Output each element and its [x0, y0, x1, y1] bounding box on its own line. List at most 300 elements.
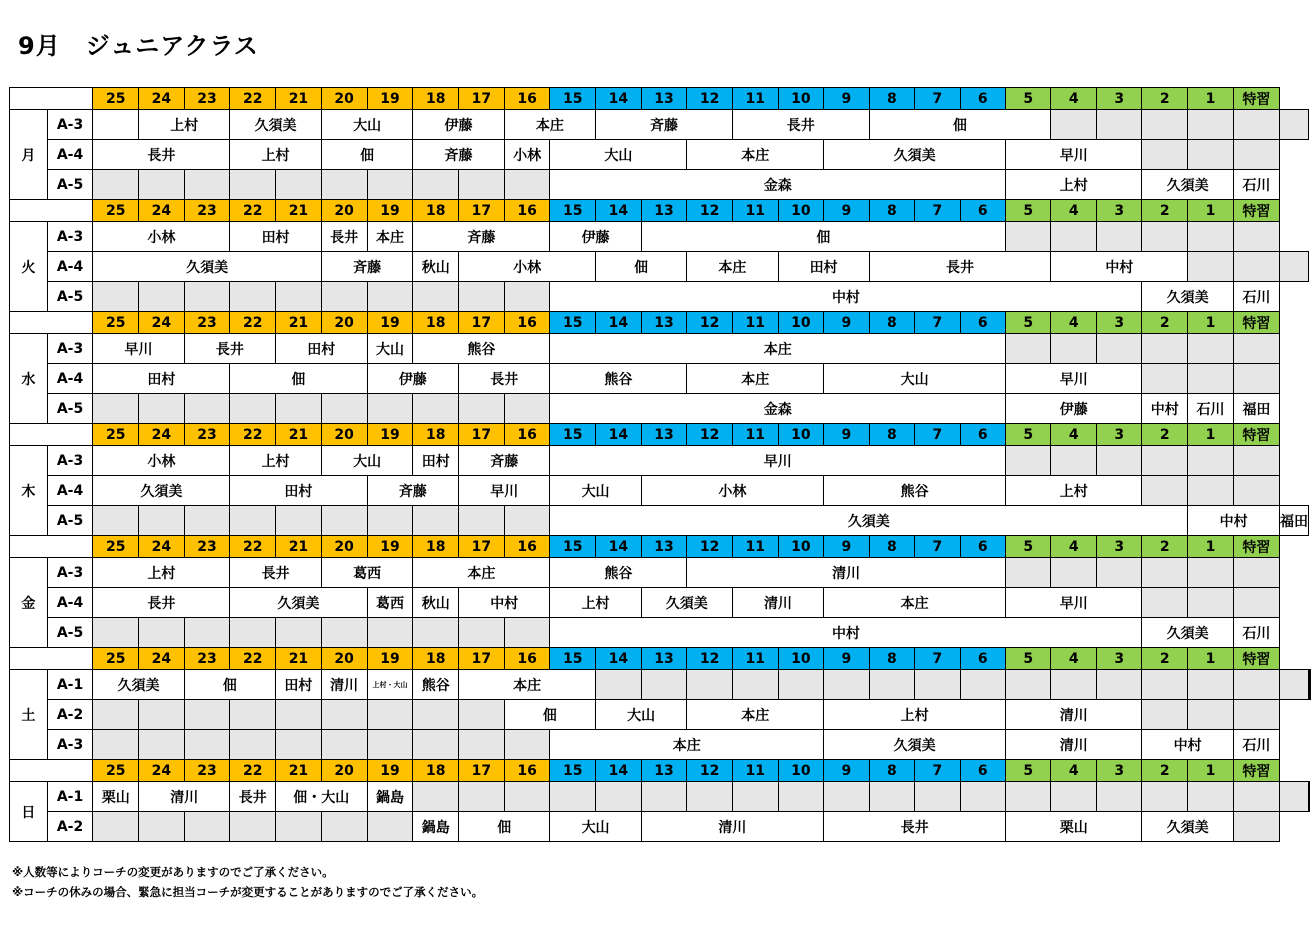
coach-cell: 上村	[139, 110, 230, 140]
class-label: A-3	[47, 558, 93, 588]
empty-cell	[93, 110, 139, 140]
coach-cell: 上村	[1006, 170, 1142, 200]
empty-cell	[824, 670, 869, 700]
header-cell: 18	[413, 312, 459, 334]
header-cell: 19	[367, 536, 413, 558]
empty-cell	[641, 670, 687, 700]
empty-cell	[139, 700, 185, 730]
header-cell: 4	[1051, 648, 1096, 670]
coach-cell: 早川	[459, 476, 550, 506]
empty-cell	[1006, 558, 1051, 588]
empty-cell	[1233, 334, 1279, 364]
table-row	[10, 394, 1311, 424]
header-cell: 特習	[1233, 648, 1279, 670]
empty-cell	[1142, 364, 1188, 394]
coach-cell: 大山	[321, 446, 413, 476]
header-cell: 3	[1096, 424, 1141, 446]
empty-cell	[1188, 222, 1234, 252]
coach-cell: 佃	[184, 670, 275, 700]
coach-cell: 久須美	[93, 476, 230, 506]
header-cell: 7	[915, 536, 960, 558]
header-cell: 13	[641, 536, 687, 558]
header-cell: 14	[596, 760, 642, 782]
empty-cell	[93, 282, 139, 312]
header-cell: 4	[1051, 536, 1096, 558]
empty-cell	[1142, 110, 1188, 140]
header-cell: 21	[276, 536, 322, 558]
header-cell: 2	[1142, 312, 1188, 334]
empty-cell	[321, 170, 367, 200]
coach-cell: 中村	[550, 282, 1142, 312]
coach-cell: 佃	[641, 222, 1005, 252]
header-cell: 7	[915, 648, 960, 670]
day-label: 金	[10, 558, 48, 648]
header-cell: 16	[504, 200, 550, 222]
header-cell: 4	[1051, 760, 1096, 782]
header-cell: 20	[321, 200, 367, 222]
coach-cell: 伊藤	[1006, 394, 1142, 424]
class-label: A-3	[47, 334, 93, 364]
empty-cell	[1188, 700, 1234, 730]
day-label: 木	[10, 446, 48, 536]
header-cell: 20	[321, 312, 367, 334]
coach-cell: 石川	[1233, 282, 1279, 312]
header-row	[10, 760, 1311, 782]
header-cell: 1	[1188, 200, 1234, 222]
header-cell: 24	[139, 88, 185, 110]
class-label: A-1	[47, 670, 93, 700]
coach-cell: 田村	[276, 334, 367, 364]
class-label: A-2	[47, 700, 93, 730]
empty-cell	[915, 670, 960, 700]
coach-cell: 斉藤	[321, 252, 413, 282]
header-cell: 4	[1051, 424, 1096, 446]
empty-cell	[1280, 782, 1309, 812]
coach-cell: 長井	[93, 140, 230, 170]
coach-cell: 金森	[550, 394, 1006, 424]
header-cell: 10	[778, 424, 824, 446]
empty-cell	[367, 506, 413, 536]
empty-cell	[184, 812, 230, 842]
empty-cell	[1188, 782, 1234, 812]
header-cell: 11	[732, 312, 778, 334]
class-label: A-5	[47, 394, 93, 424]
class-label: A-4	[47, 140, 93, 170]
empty-cell	[1233, 670, 1279, 700]
coach-cell: 石川	[1233, 730, 1279, 760]
empty-cell	[1188, 558, 1234, 588]
empty-cell	[596, 782, 642, 812]
header-cell: 9	[824, 88, 869, 110]
header-cell: 7	[915, 312, 960, 334]
empty-cell	[1142, 558, 1188, 588]
header-cell: 12	[687, 424, 733, 446]
header-cell: 24	[139, 648, 185, 670]
header-cell: 2	[1142, 424, 1188, 446]
empty-cell	[1188, 588, 1234, 618]
header-cell: 22	[230, 424, 276, 446]
empty-cell	[1233, 110, 1279, 140]
coach-cell: 小林	[459, 252, 596, 282]
empty-cell	[915, 782, 960, 812]
empty-cell	[1233, 252, 1279, 282]
coach-cell: 栗山	[93, 782, 139, 812]
header-cell: 15	[550, 312, 596, 334]
table-row	[10, 334, 1311, 364]
class-label: A-4	[47, 364, 93, 394]
empty-cell	[1188, 476, 1234, 506]
empty-cell	[139, 730, 185, 760]
coach-cell: 佃	[596, 252, 687, 282]
header-cell: 3	[1096, 760, 1141, 782]
empty-cell	[93, 700, 139, 730]
empty-cell	[1280, 670, 1309, 700]
empty-cell	[1142, 222, 1188, 252]
coach-cell: 鍋島	[413, 812, 459, 842]
coach-cell: 本庄	[824, 588, 1006, 618]
header-blank	[10, 760, 93, 782]
header-cell: 1	[1188, 88, 1234, 110]
header-cell: 8	[869, 648, 914, 670]
table-row	[10, 476, 1311, 506]
coach-cell: 伊藤	[413, 110, 504, 140]
empty-cell	[778, 670, 824, 700]
empty-cell	[139, 170, 185, 200]
empty-cell	[230, 282, 276, 312]
header-cell: 特習	[1233, 536, 1279, 558]
header-cell: 6	[960, 648, 1005, 670]
header-cell: 10	[778, 760, 824, 782]
header-cell: 13	[641, 648, 687, 670]
header-cell: 6	[960, 760, 1005, 782]
header-cell: 16	[504, 536, 550, 558]
header-cell: 21	[276, 312, 322, 334]
coach-cell: 本庄	[367, 222, 413, 252]
empty-cell	[1233, 446, 1279, 476]
empty-cell	[230, 394, 276, 424]
header-cell: 7	[915, 88, 960, 110]
header-cell: 12	[687, 312, 733, 334]
coach-cell: 本庄	[550, 730, 824, 760]
coach-cell: 田村	[230, 222, 321, 252]
coach-cell: 小林	[93, 446, 230, 476]
header-cell: 2	[1142, 200, 1188, 222]
coach-cell: 久須美	[641, 588, 732, 618]
empty-cell	[504, 170, 550, 200]
header-cell: 14	[596, 424, 642, 446]
class-label: A-4	[47, 476, 93, 506]
empty-cell	[139, 618, 185, 648]
coach-cell: 本庄	[413, 558, 550, 588]
header-cell: 15	[550, 200, 596, 222]
empty-cell	[459, 618, 505, 648]
coach-cell: 大山	[550, 476, 641, 506]
header-cell: 2	[1142, 536, 1188, 558]
header-cell: 22	[230, 200, 276, 222]
coach-cell: 久須美	[824, 140, 1006, 170]
header-row	[10, 312, 1311, 334]
empty-cell	[1096, 670, 1141, 700]
table-row	[10, 110, 1311, 140]
header-blank	[10, 88, 93, 110]
empty-cell	[1233, 782, 1279, 812]
header-cell: 20	[321, 648, 367, 670]
header-cell: 11	[732, 536, 778, 558]
header-cell: 20	[321, 536, 367, 558]
empty-cell	[1096, 782, 1141, 812]
coach-cell: 佃	[869, 110, 1051, 140]
empty-cell	[1188, 252, 1234, 282]
header-blank	[10, 424, 93, 446]
header-cell: 24	[139, 760, 185, 782]
day-label: 火	[10, 222, 48, 312]
empty-cell	[93, 170, 139, 200]
empty-cell	[1096, 222, 1141, 252]
header-cell: 特習	[1233, 424, 1279, 446]
header-cell: 10	[778, 88, 824, 110]
coach-cell: 上村	[1006, 476, 1142, 506]
header-cell: 13	[641, 88, 687, 110]
empty-cell	[1188, 364, 1234, 394]
header-cell: 11	[732, 88, 778, 110]
header-cell: 8	[869, 536, 914, 558]
empty-cell	[459, 782, 505, 812]
coach-cell: 中村	[1188, 506, 1280, 536]
header-cell: 8	[869, 200, 914, 222]
empty-cell	[869, 782, 914, 812]
table-row	[10, 506, 1311, 536]
coach-cell: 久須美	[1142, 618, 1233, 648]
header-cell: 12	[687, 648, 733, 670]
header-cell: 1	[1188, 312, 1234, 334]
empty-cell	[413, 170, 459, 200]
header-cell: 18	[413, 536, 459, 558]
empty-cell	[1051, 782, 1096, 812]
header-cell: 24	[139, 312, 185, 334]
coach-cell: 長井	[93, 588, 230, 618]
empty-cell	[367, 812, 413, 842]
coach-cell: 早川	[1006, 588, 1142, 618]
coach-cell: 上村・大山	[367, 670, 413, 700]
coach-cell: 佃・大山	[276, 782, 367, 812]
coach-cell: 清川	[1006, 730, 1142, 760]
header-cell: 19	[367, 200, 413, 222]
header-row	[10, 424, 1311, 446]
coach-cell: 熊谷	[824, 476, 1006, 506]
header-cell: 22	[230, 536, 276, 558]
header-row	[10, 200, 1311, 222]
coach-cell: 小林	[93, 222, 230, 252]
coach-cell: 中村	[1142, 730, 1233, 760]
coach-cell: 本庄	[687, 700, 824, 730]
empty-cell	[93, 394, 139, 424]
header-cell: 14	[596, 536, 642, 558]
header-cell: 8	[869, 312, 914, 334]
empty-cell	[276, 170, 322, 200]
empty-cell	[276, 700, 322, 730]
header-cell: 特習	[1233, 200, 1279, 222]
table-row	[10, 782, 1311, 812]
coach-cell: 大山	[596, 700, 687, 730]
coach-cell: 田村	[778, 252, 869, 282]
empty-cell	[459, 506, 505, 536]
coach-cell: 久須美	[1142, 170, 1233, 200]
coach-cell: 久須美	[230, 110, 321, 140]
coach-cell: 福田	[1233, 394, 1279, 424]
coach-cell: 上村	[230, 446, 321, 476]
header-cell: 4	[1051, 88, 1096, 110]
empty-cell	[504, 394, 550, 424]
empty-cell	[1006, 670, 1051, 700]
header-cell: 22	[230, 648, 276, 670]
coach-cell: 大山	[367, 334, 413, 364]
coach-cell: 本庄	[687, 364, 824, 394]
coach-cell: 田村	[230, 476, 367, 506]
coach-cell: 葛西	[321, 558, 413, 588]
coach-cell: 本庄	[687, 252, 778, 282]
class-label: A-1	[47, 782, 93, 812]
empty-cell	[732, 782, 778, 812]
empty-cell	[1188, 334, 1234, 364]
empty-cell	[413, 730, 459, 760]
coach-cell: 秋山	[413, 252, 459, 282]
empty-cell	[367, 170, 413, 200]
header-cell: 22	[230, 760, 276, 782]
empty-cell	[1051, 110, 1096, 140]
coach-cell: 金森	[550, 170, 1006, 200]
coach-cell: 中村	[1142, 394, 1188, 424]
empty-cell	[1188, 110, 1234, 140]
empty-cell	[869, 670, 914, 700]
header-cell: 特習	[1233, 312, 1279, 334]
header-cell: 8	[869, 88, 914, 110]
empty-cell	[1233, 558, 1279, 588]
header-cell: 19	[367, 760, 413, 782]
header-cell: 17	[459, 760, 505, 782]
header-cell: 16	[504, 88, 550, 110]
coach-cell: 清川	[687, 558, 1006, 588]
coach-cell: 田村	[413, 446, 459, 476]
header-cell: 5	[1006, 648, 1051, 670]
header-cell: 6	[960, 88, 1005, 110]
empty-cell	[184, 282, 230, 312]
empty-cell	[184, 730, 230, 760]
empty-cell	[1188, 670, 1234, 700]
empty-cell	[504, 618, 550, 648]
empty-cell	[1233, 812, 1279, 842]
empty-cell	[321, 282, 367, 312]
empty-cell	[1006, 782, 1051, 812]
schedule-table	[9, 87, 1311, 842]
header-cell: 9	[824, 312, 869, 334]
coach-cell: 早川	[550, 446, 1006, 476]
header-cell: 5	[1006, 536, 1051, 558]
coach-cell: 長井	[184, 334, 275, 364]
empty-cell	[1233, 140, 1279, 170]
header-cell: 3	[1096, 312, 1141, 334]
class-label: A-5	[47, 282, 93, 312]
class-label: A-3	[47, 446, 93, 476]
coach-cell: 早川	[1006, 140, 1142, 170]
empty-cell	[1051, 334, 1096, 364]
empty-cell	[1142, 670, 1188, 700]
empty-cell	[1051, 558, 1096, 588]
coach-cell: 本庄	[687, 140, 824, 170]
coach-cell: 田村	[93, 364, 230, 394]
empty-cell	[230, 812, 276, 842]
coach-cell: 本庄	[550, 334, 1006, 364]
header-cell: 15	[550, 648, 596, 670]
coach-cell: 石川	[1188, 394, 1234, 424]
empty-cell	[139, 812, 185, 842]
empty-cell	[93, 506, 139, 536]
empty-cell	[504, 506, 550, 536]
empty-cell	[1006, 222, 1051, 252]
header-cell: 9	[824, 648, 869, 670]
empty-cell	[276, 282, 322, 312]
header-cell: 2	[1142, 648, 1188, 670]
header-cell: 18	[413, 200, 459, 222]
header-cell: 22	[230, 312, 276, 334]
header-cell: 4	[1051, 312, 1096, 334]
header-cell: 7	[915, 760, 960, 782]
header-cell: 6	[960, 312, 1005, 334]
empty-cell	[1142, 782, 1188, 812]
header-cell: 23	[184, 760, 230, 782]
empty-cell	[459, 730, 505, 760]
table-row	[10, 282, 1311, 312]
empty-cell	[1096, 334, 1141, 364]
header-cell: 25	[93, 200, 139, 222]
empty-cell	[596, 670, 642, 700]
empty-cell	[1096, 558, 1141, 588]
coach-cell: 栗山	[1006, 812, 1142, 842]
empty-cell	[184, 506, 230, 536]
header-cell: 1	[1188, 424, 1234, 446]
class-label: A-3	[47, 730, 93, 760]
empty-cell	[413, 700, 459, 730]
header-cell: 18	[413, 760, 459, 782]
header-cell: 21	[276, 760, 322, 782]
table-row	[10, 364, 1311, 394]
header-cell: 24	[139, 424, 185, 446]
header-cell: 13	[641, 424, 687, 446]
header-row	[10, 648, 1311, 670]
coach-cell: 田村	[276, 670, 322, 700]
empty-cell	[687, 782, 733, 812]
empty-cell	[184, 618, 230, 648]
coach-cell: 秋山	[413, 588, 459, 618]
class-label: A-4	[47, 588, 93, 618]
coach-cell: 長井	[824, 812, 1006, 842]
day-label: 月	[10, 110, 48, 200]
empty-cell	[960, 670, 1005, 700]
header-cell: 14	[596, 88, 642, 110]
header-cell: 17	[459, 200, 505, 222]
header-cell: 16	[504, 424, 550, 446]
table-row	[10, 812, 1311, 842]
coach-cell: 中村	[1051, 252, 1188, 282]
day-label: 水	[10, 334, 48, 424]
header-cell: 18	[413, 648, 459, 670]
empty-cell	[1051, 222, 1096, 252]
class-label: A-3	[47, 110, 93, 140]
coach-cell: 長井	[732, 110, 869, 140]
empty-cell	[1142, 588, 1188, 618]
header-cell: 17	[459, 88, 505, 110]
header-cell: 23	[184, 200, 230, 222]
empty-cell	[504, 282, 550, 312]
